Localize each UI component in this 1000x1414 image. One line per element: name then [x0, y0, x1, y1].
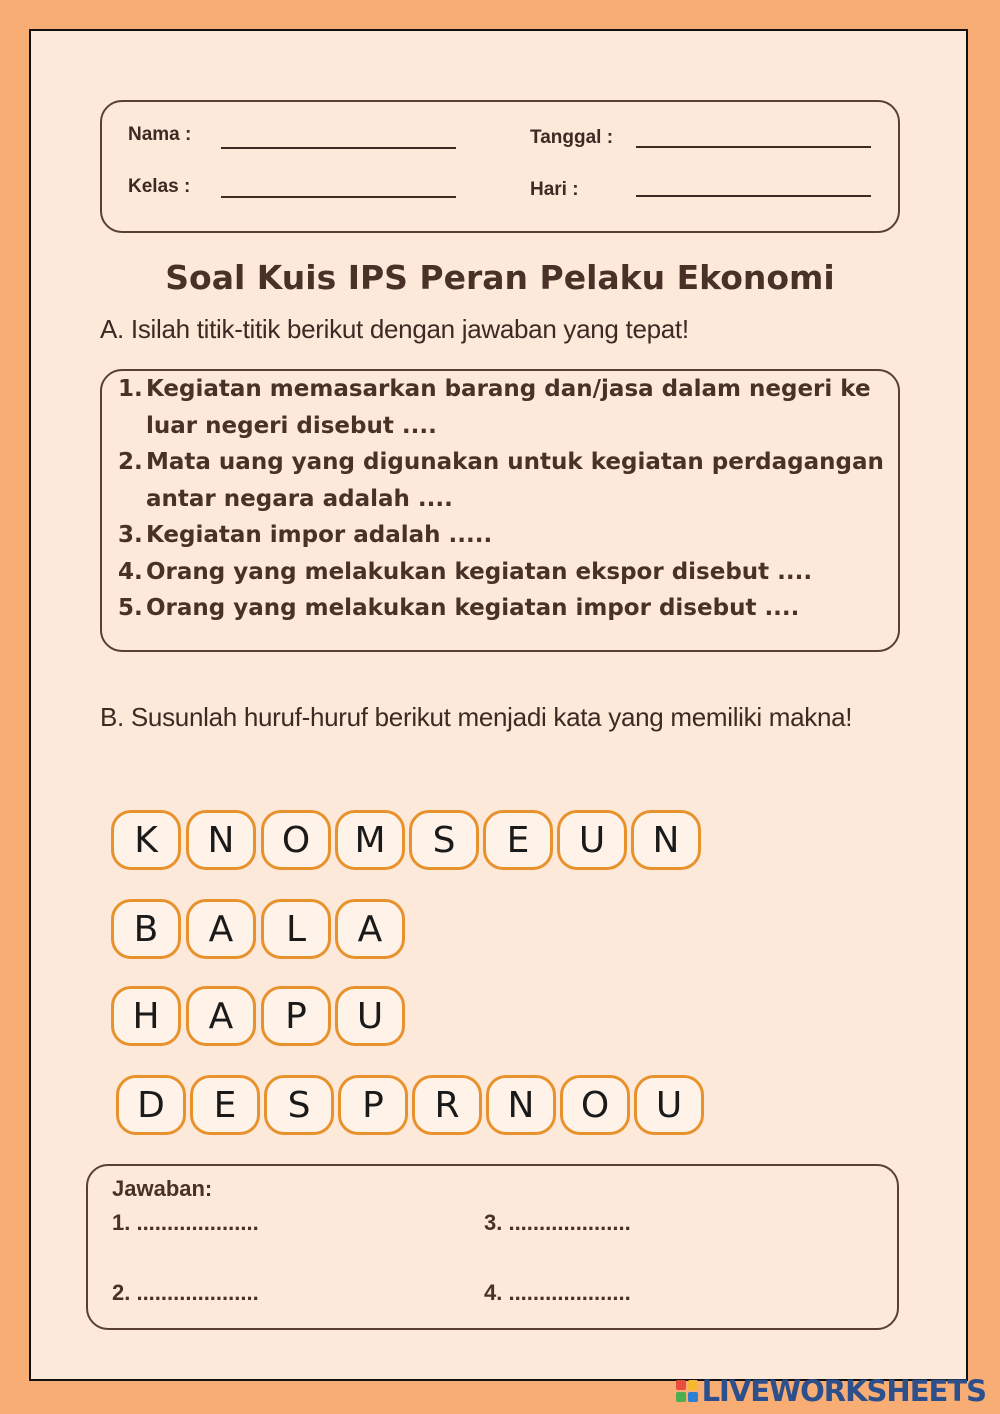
question-item — [118, 554, 888, 591]
letter-tile: N — [486, 1075, 556, 1135]
letter-tile: E — [190, 1075, 260, 1135]
answer-slot-1[interactable]: 1. .................... — [112, 1210, 259, 1235]
question-number: 1. — [118, 376, 143, 402]
letter-tile: O — [560, 1075, 630, 1135]
date-label: Tanggal : — [530, 127, 614, 148]
letter-tile: N — [186, 810, 256, 870]
letter-tile: O — [261, 810, 331, 870]
letter-row-2 — [0, 899, 1000, 959]
letter-tile: E — [483, 810, 553, 870]
logo-text: LIVEWORKSHEETS — [701, 1374, 986, 1408]
letter-tile: L — [261, 899, 331, 959]
question-text: Kegiatan memasarkan barang dan/jasa dalam negeri ke luar negeri disebut .... — [146, 376, 871, 439]
letter-tile: A — [186, 986, 256, 1046]
question-list — [118, 371, 888, 627]
letter-row-4 — [0, 1075, 1000, 1135]
question-number: 2. — [118, 449, 143, 475]
class-field[interactable] — [221, 196, 456, 198]
question-item — [118, 371, 888, 444]
letter-tile: U — [557, 810, 627, 870]
question-text: Kegiatan impor adalah ..... — [146, 522, 493, 548]
student-info-box — [100, 100, 900, 233]
question-text: Orang yang melakukan kegiatan ekspor disebut .... — [146, 558, 813, 585]
question-number: 4. — [118, 558, 143, 585]
question-item — [118, 517, 888, 554]
answer-slot-4[interactable]: 4. .................... — [484, 1280, 631, 1305]
letter-tile: H — [111, 986, 181, 1046]
letter-tile: P — [338, 1075, 408, 1135]
section-a-heading: A. Isilah titik-titik berikut dengan jawaban yang tepat! — [100, 314, 689, 344]
letter-tile: U — [335, 986, 405, 1046]
answer-label: Jawaban: — [112, 1176, 213, 1201]
class-label: Kelas : — [128, 176, 191, 197]
letter-tile: D — [116, 1075, 186, 1135]
name-field[interactable] — [221, 147, 456, 149]
question-number: 3. — [118, 522, 143, 548]
letter-tile: R — [412, 1075, 482, 1135]
letter-tile: U — [634, 1075, 704, 1135]
logo-blocks-icon — [676, 1380, 698, 1402]
answer-slot-2[interactable]: 2. .................... — [112, 1280, 259, 1305]
name-label: Nama : — [128, 124, 192, 145]
day-label: Hari : — [530, 179, 579, 200]
letter-tile: A — [186, 899, 256, 959]
question-text: Orang yang melakukan kegiatan impor disebut .... — [146, 595, 800, 621]
answer-slot-3[interactable]: 3. .................... — [484, 1210, 631, 1235]
section-b-heading: B. Susunlah huruf-huruf berikut menjadi kata yang memiliki makna! — [100, 702, 853, 732]
letter-tile: M — [335, 810, 405, 870]
letter-tile: N — [631, 810, 701, 870]
page-title: Soal Kuis IPS Peran Pelaku Ekonomi — [165, 258, 835, 297]
question-number: 5. — [118, 595, 143, 621]
letter-tile: S — [409, 810, 479, 870]
letter-tile: S — [264, 1075, 334, 1135]
letter-tile: B — [111, 899, 181, 959]
date-field[interactable] — [636, 146, 871, 148]
letter-row-3 — [0, 986, 1000, 1046]
letter-tile: A — [335, 899, 405, 959]
question-item — [118, 444, 888, 517]
question-text: Mata uang yang digunakan untuk kegiatan perdagangan antar negara adalah .... — [146, 449, 884, 512]
question-item — [118, 590, 888, 627]
letter-tile: K — [111, 810, 181, 870]
day-field[interactable] — [636, 195, 871, 197]
letter-tile: P — [261, 986, 331, 1046]
liveworksheets-logo — [676, 1374, 986, 1408]
letter-row-1 — [0, 810, 1000, 870]
